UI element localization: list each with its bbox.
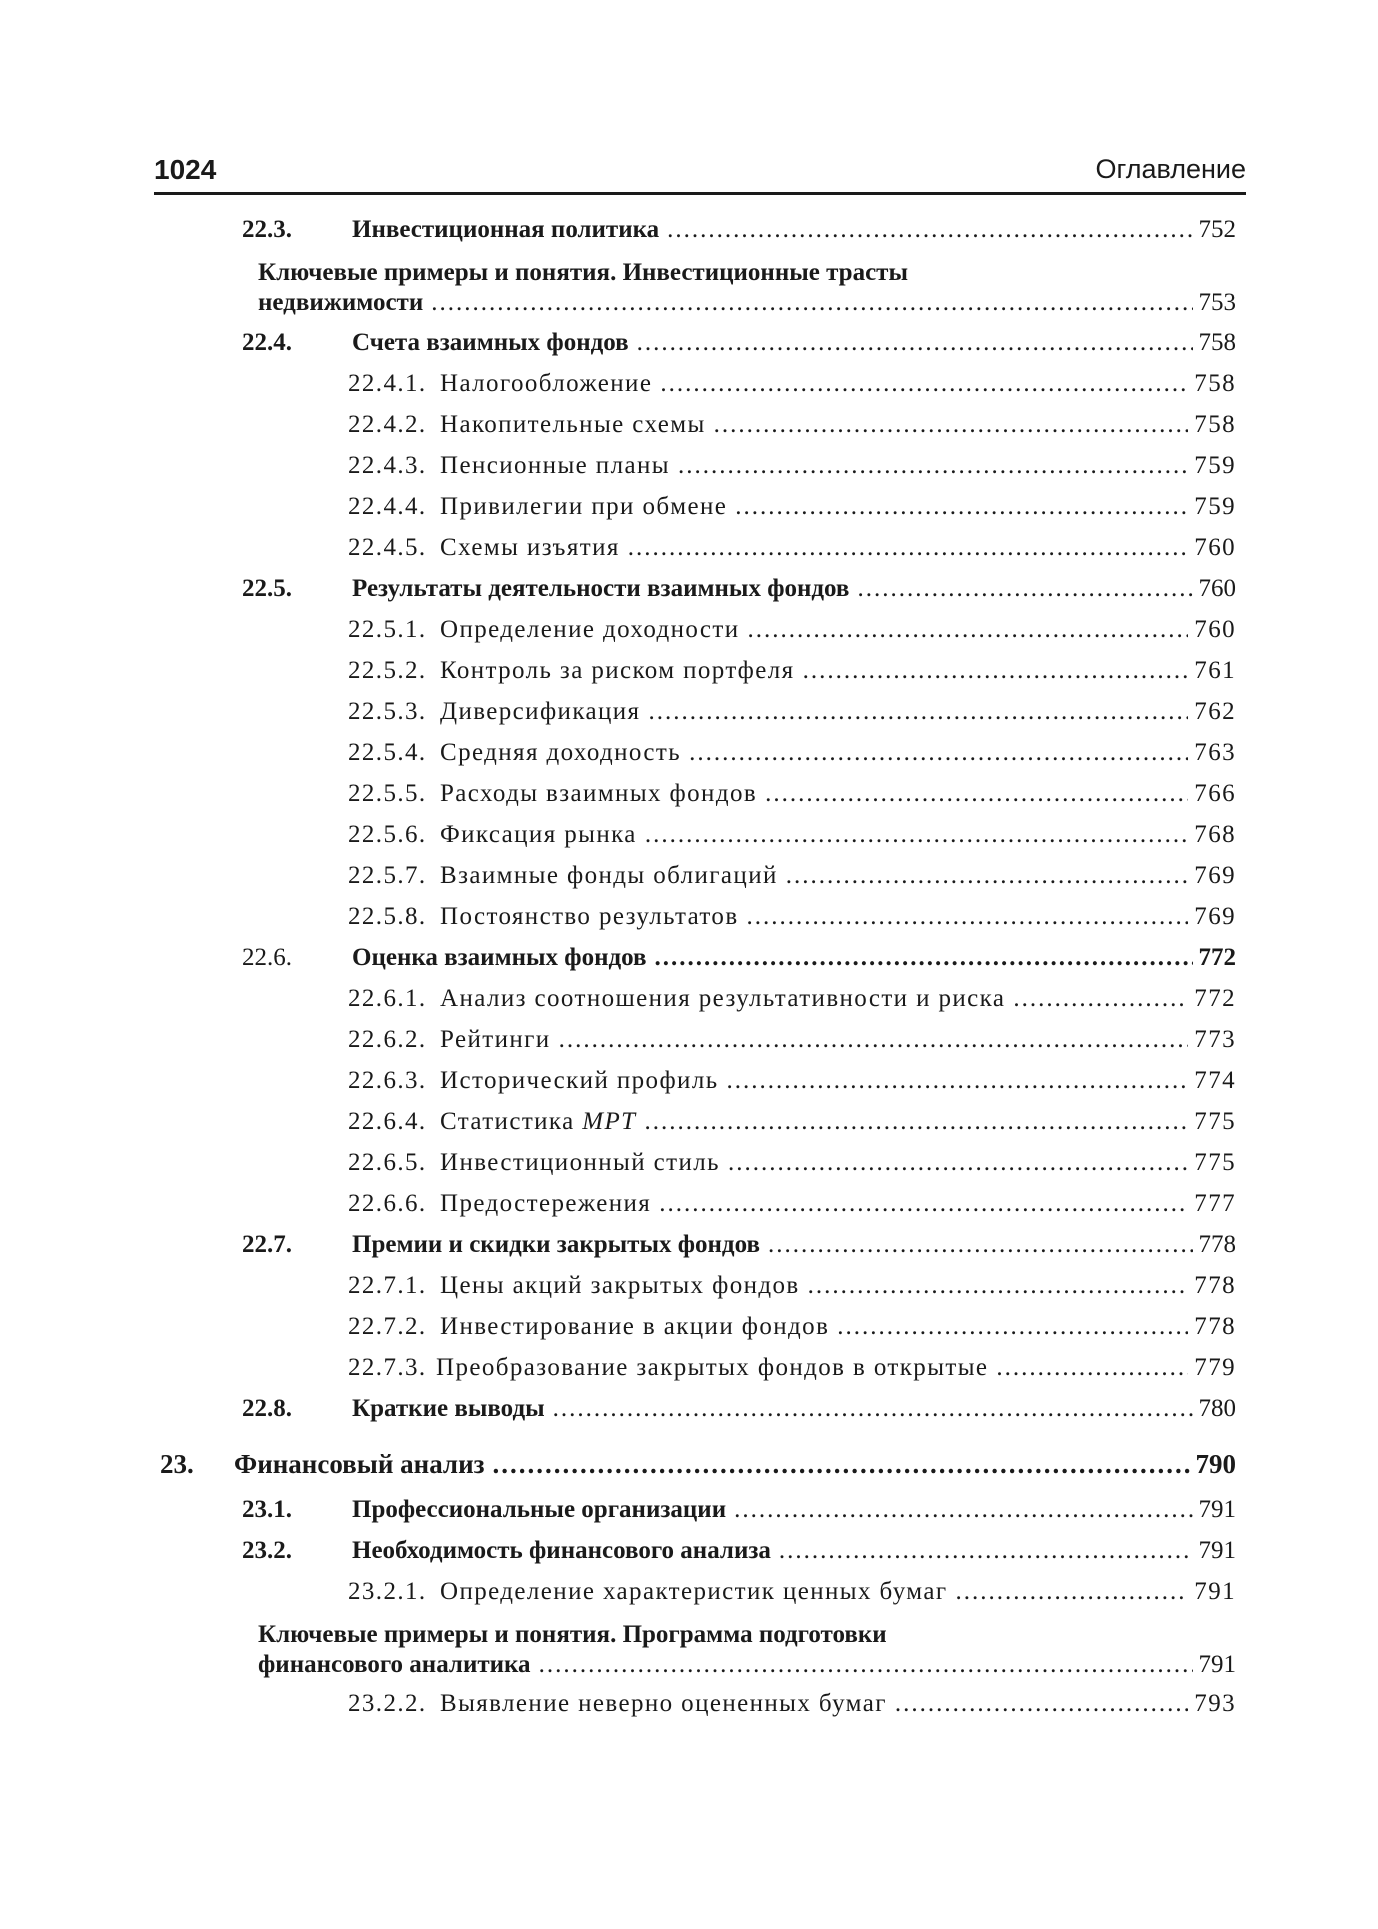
leader-dots <box>714 407 1189 443</box>
toc-title: Инвестиционная политика <box>352 216 660 243</box>
toc-title: Определение характеристик ценных бумаг <box>440 1578 948 1605</box>
toc-title: Оценка взаимных фондов <box>352 944 647 971</box>
leader-dots <box>768 1227 1193 1263</box>
toc-page: 763 <box>1194 739 1236 766</box>
leader-dots <box>727 1063 1189 1099</box>
toc-page: 777 <box>1194 1190 1236 1217</box>
toc-number: 22.4.1. <box>348 370 427 397</box>
leader-dots <box>553 1391 1193 1427</box>
toc-page: 774 <box>1194 1067 1236 1094</box>
toc-number: 22.4. <box>242 329 292 356</box>
toc-title: Цены акций закрытых фондов <box>440 1272 800 1299</box>
toc-number: 22.5.1. <box>348 616 427 643</box>
leader-dots <box>659 1186 1188 1222</box>
toc-number: 22.6.2. <box>348 1026 427 1053</box>
leader-dots <box>660 366 1188 402</box>
toc-page: 793 <box>1194 1690 1236 1717</box>
toc-subsection-22-4-5[interactable] <box>0 530 1378 566</box>
toc-subsection-22-4-4[interactable] <box>0 489 1378 525</box>
leader-dots <box>747 899 1189 935</box>
page-number: 1024 <box>154 154 217 185</box>
toc-page: 778 <box>1194 1272 1236 1299</box>
toc-subsection-22-6-4[interactable] <box>0 1104 1378 1140</box>
toc-title: Контроль за риском портфеля <box>440 657 795 684</box>
toc-subsection-22-5-4[interactable] <box>0 735 1378 771</box>
leader-dots <box>655 940 1193 976</box>
toc-subsection-22-6-1[interactable] <box>0 981 1378 1017</box>
toc-title: Анализ соотношения результативности и риска <box>440 985 1006 1012</box>
toc-number: 23.2.2. <box>348 1690 427 1717</box>
toc-number: 22.7. <box>242 1231 292 1258</box>
toc-page: 791 <box>1198 1496 1236 1523</box>
toc-title-cont: недвижимости <box>258 289 424 316</box>
toc-title: Схемы изъятия <box>440 534 620 561</box>
toc-title: Накопительные схемы <box>440 411 706 438</box>
toc-section-22-3[interactable] <box>0 212 1378 248</box>
toc-page: 758 <box>1194 370 1236 397</box>
toc-number: 22.6.4. <box>348 1108 427 1135</box>
toc-page: 778 <box>1194 1313 1236 1340</box>
toc-page: 768 <box>1194 821 1236 848</box>
toc-page: 791 <box>1198 1651 1236 1678</box>
toc-number: 22.7.2. <box>348 1313 427 1340</box>
toc-title: Фиксация рынка <box>440 821 637 848</box>
toc-number: 22.4.3. <box>348 452 427 479</box>
toc-number: 22.5.3. <box>348 698 427 725</box>
toc-page: 772 <box>1194 985 1236 1012</box>
leader-dots <box>803 653 1189 689</box>
toc-title: Средняя доходность <box>440 739 682 766</box>
toc-title: Премии и скидки закрытых фондов <box>352 1231 760 1258</box>
toc-page: 791 <box>1194 1578 1236 1605</box>
toc-page: 773 <box>1194 1026 1236 1053</box>
toc-section-23-1[interactable] <box>0 1492 1378 1528</box>
toc-title: Результаты деятельности взаимных фондов <box>352 575 850 602</box>
leader-dots <box>728 1145 1188 1181</box>
toc-number: 22.5.7. <box>348 862 427 889</box>
leader-dots <box>779 1533 1193 1569</box>
toc-title: Привилегии при обмене <box>440 493 728 520</box>
toc-subsection-22-6-6[interactable] <box>0 1186 1378 1222</box>
toc-number: 23.1. <box>242 1496 292 1523</box>
toc-subsection-22-4-3[interactable] <box>0 448 1378 484</box>
toc-title: Профессиональные организации <box>352 1496 727 1523</box>
toc-title: Краткие выводы <box>352 1395 545 1422</box>
running-title: Оглавление <box>1095 154 1246 184</box>
toc-section-22-6[interactable] <box>0 940 1378 976</box>
toc-title-italic: MPT <box>582 1108 637 1135</box>
toc-page: 760 <box>1198 575 1236 602</box>
toc-number: 22.5.5. <box>348 780 427 807</box>
toc-subsection-22-6-2[interactable] <box>0 1022 1378 1058</box>
leader-dots <box>667 212 1192 248</box>
leader-dots <box>645 817 1188 853</box>
toc-number: 22.6.6. <box>348 1190 427 1217</box>
toc-number: 22.7.1. <box>348 1272 427 1299</box>
toc-page: 778 <box>1198 1231 1236 1258</box>
leader-dots <box>1013 981 1188 1017</box>
toc-title: Счета взаимных фондов <box>352 329 629 356</box>
toc-subsection-23-2-1[interactable] <box>0 1574 1378 1610</box>
toc-title: Ключевые примеры и понятия. Инвестиционные трасты <box>258 259 908 286</box>
toc-title: Пенсионные планы <box>440 452 670 479</box>
toc-subsection-23-2-2[interactable] <box>0 1686 1378 1722</box>
toc-subsection-22-5-6[interactable] <box>0 817 1378 853</box>
toc-title: Взаимные фонды облигаций <box>440 862 778 889</box>
toc-subsection-22-5-7[interactable] <box>0 858 1378 894</box>
toc-number: 22.8. <box>242 1395 292 1422</box>
toc-title: Инвестирование в акции фондов <box>440 1313 830 1340</box>
toc-page: 753 <box>1198 289 1236 316</box>
toc-page: 790 <box>1195 1449 1236 1479</box>
toc-title: Предостережения <box>440 1190 652 1217</box>
toc-number: 22.5.6. <box>348 821 427 848</box>
toc-section-22-7[interactable] <box>0 1227 1378 1263</box>
toc-number: 22.5.2. <box>348 657 427 684</box>
toc-title: Рейтинги <box>440 1026 551 1053</box>
toc-title: Преобразование закрытых фондов в открытые <box>436 1354 989 1381</box>
leader-dots <box>837 1309 1188 1345</box>
toc-page: 775 <box>1194 1108 1236 1135</box>
toc-title: Инвестиционный стиль <box>440 1149 720 1176</box>
toc-page: 775 <box>1194 1149 1236 1176</box>
toc-number: 22.3. <box>242 216 292 243</box>
toc-page: 766 <box>1194 780 1236 807</box>
leader-dots <box>996 1350 1188 1386</box>
leader-dots <box>648 694 1188 730</box>
toc-page: 758 <box>1198 329 1236 356</box>
leader-dots <box>628 530 1189 566</box>
toc-page: 769 <box>1194 862 1236 889</box>
toc-section-22-5[interactable] <box>0 571 1378 607</box>
toc-title: Расходы взаимных фондов <box>440 780 758 807</box>
toc-page: 779 <box>1194 1354 1236 1381</box>
leader-dots <box>857 571 1192 607</box>
toc-page: 760 <box>1194 616 1236 643</box>
leader-dots <box>748 612 1189 648</box>
toc-number: 22.6.1. <box>348 985 427 1012</box>
toc-title: Выявление неверно оцененных бумаг <box>440 1690 887 1717</box>
toc-subsection-22-7-1[interactable] <box>0 1268 1378 1304</box>
toc-number: 22.5. <box>242 575 292 602</box>
toc-subsection-22-4-2[interactable] <box>0 407 1378 443</box>
toc-section-22-8[interactable] <box>0 1391 1378 1427</box>
toc-subsection-22-5-8[interactable] <box>0 899 1378 935</box>
toc-subsection-22-5-3[interactable] <box>0 694 1378 730</box>
toc-page: 760 <box>1194 534 1236 561</box>
leader-dots <box>431 285 1192 321</box>
toc-subsection-22-5-1[interactable] <box>0 612 1378 648</box>
toc-number: 22.4.5. <box>348 534 427 561</box>
toc-number: 22.7.3. <box>348 1354 427 1381</box>
leader-dots <box>493 1446 1190 1482</box>
toc-title: Налогообложение <box>440 370 653 397</box>
toc-page: 791 <box>1198 1537 1236 1564</box>
toc-title: Диверсификация <box>440 698 641 725</box>
page-header <box>154 148 1246 195</box>
toc-title: Исторический профиль <box>440 1067 719 1094</box>
toc-key-examples-1[interactable] <box>0 285 1378 321</box>
toc-section-23-2[interactable] <box>0 1533 1378 1569</box>
leader-dots <box>637 325 1193 361</box>
toc-title: Постоянство результатов <box>440 903 739 930</box>
toc-number: 23. <box>160 1449 194 1479</box>
toc-page: 761 <box>1194 657 1236 684</box>
toc-number: 23.2. <box>242 1537 292 1564</box>
toc-number: 22.6. <box>242 944 292 971</box>
leader-dots <box>735 489 1188 525</box>
toc-page: 758 <box>1194 411 1236 438</box>
leader-dots <box>689 735 1188 771</box>
toc-page: 762 <box>1194 698 1236 725</box>
toc-subsection-22-7-3[interactable] <box>0 1350 1378 1386</box>
leader-dots <box>559 1022 1189 1058</box>
toc-number: 22.6.3. <box>348 1067 427 1094</box>
toc-number: 23.2.1. <box>348 1578 427 1605</box>
leader-dots <box>644 1104 1188 1140</box>
leader-dots <box>786 858 1189 894</box>
toc-subsection-22-7-2[interactable] <box>0 1309 1378 1345</box>
toc-title: Ключевые примеры и понятия. Программа подготовки <box>258 1621 887 1648</box>
toc-page: 769 <box>1194 903 1236 930</box>
toc-page: 759 <box>1194 452 1236 479</box>
toc-number: 22.5.4. <box>348 739 427 766</box>
leader-dots <box>895 1686 1188 1722</box>
toc-title: Необходимость финансового анализа <box>352 1537 771 1564</box>
toc-subsection-22-6-3[interactable] <box>0 1063 1378 1099</box>
toc-chapter-23[interactable] <box>0 1446 1378 1482</box>
toc-section-22-4[interactable] <box>0 325 1378 361</box>
toc-number: 22.6.5. <box>348 1149 427 1176</box>
toc-number: 22.5.8. <box>348 903 427 930</box>
toc-title-cont: финансового аналитика <box>258 1651 531 1678</box>
toc-subsection-22-6-5[interactable] <box>0 1145 1378 1181</box>
toc-subsection-22-5-5[interactable] <box>0 776 1378 812</box>
toc-page: 759 <box>1194 493 1236 520</box>
toc-page: 780 <box>1198 1395 1236 1422</box>
toc-page: 772 <box>1198 944 1236 971</box>
toc-subsection-22-4-1[interactable] <box>0 366 1378 402</box>
toc-title <box>440 1104 636 1140</box>
toc-title-text: Статистика <box>440 1108 575 1135</box>
leader-dots <box>765 776 1188 812</box>
toc-title: Финансовый анализ <box>234 1449 485 1479</box>
toc-title: Определение доходности <box>440 616 740 643</box>
toc-subsection-22-5-2[interactable] <box>0 653 1378 689</box>
toc-number: 22.4.2. <box>348 411 427 438</box>
leader-dots <box>678 448 1188 484</box>
leader-dots <box>734 1492 1192 1528</box>
toc-number: 22.4.4. <box>348 493 427 520</box>
leader-dots <box>956 1574 1189 1610</box>
leader-dots <box>539 1647 1193 1683</box>
toc-key-examples-2[interactable] <box>0 1647 1378 1683</box>
toc-page: 752 <box>1198 216 1236 243</box>
leader-dots <box>808 1268 1189 1304</box>
